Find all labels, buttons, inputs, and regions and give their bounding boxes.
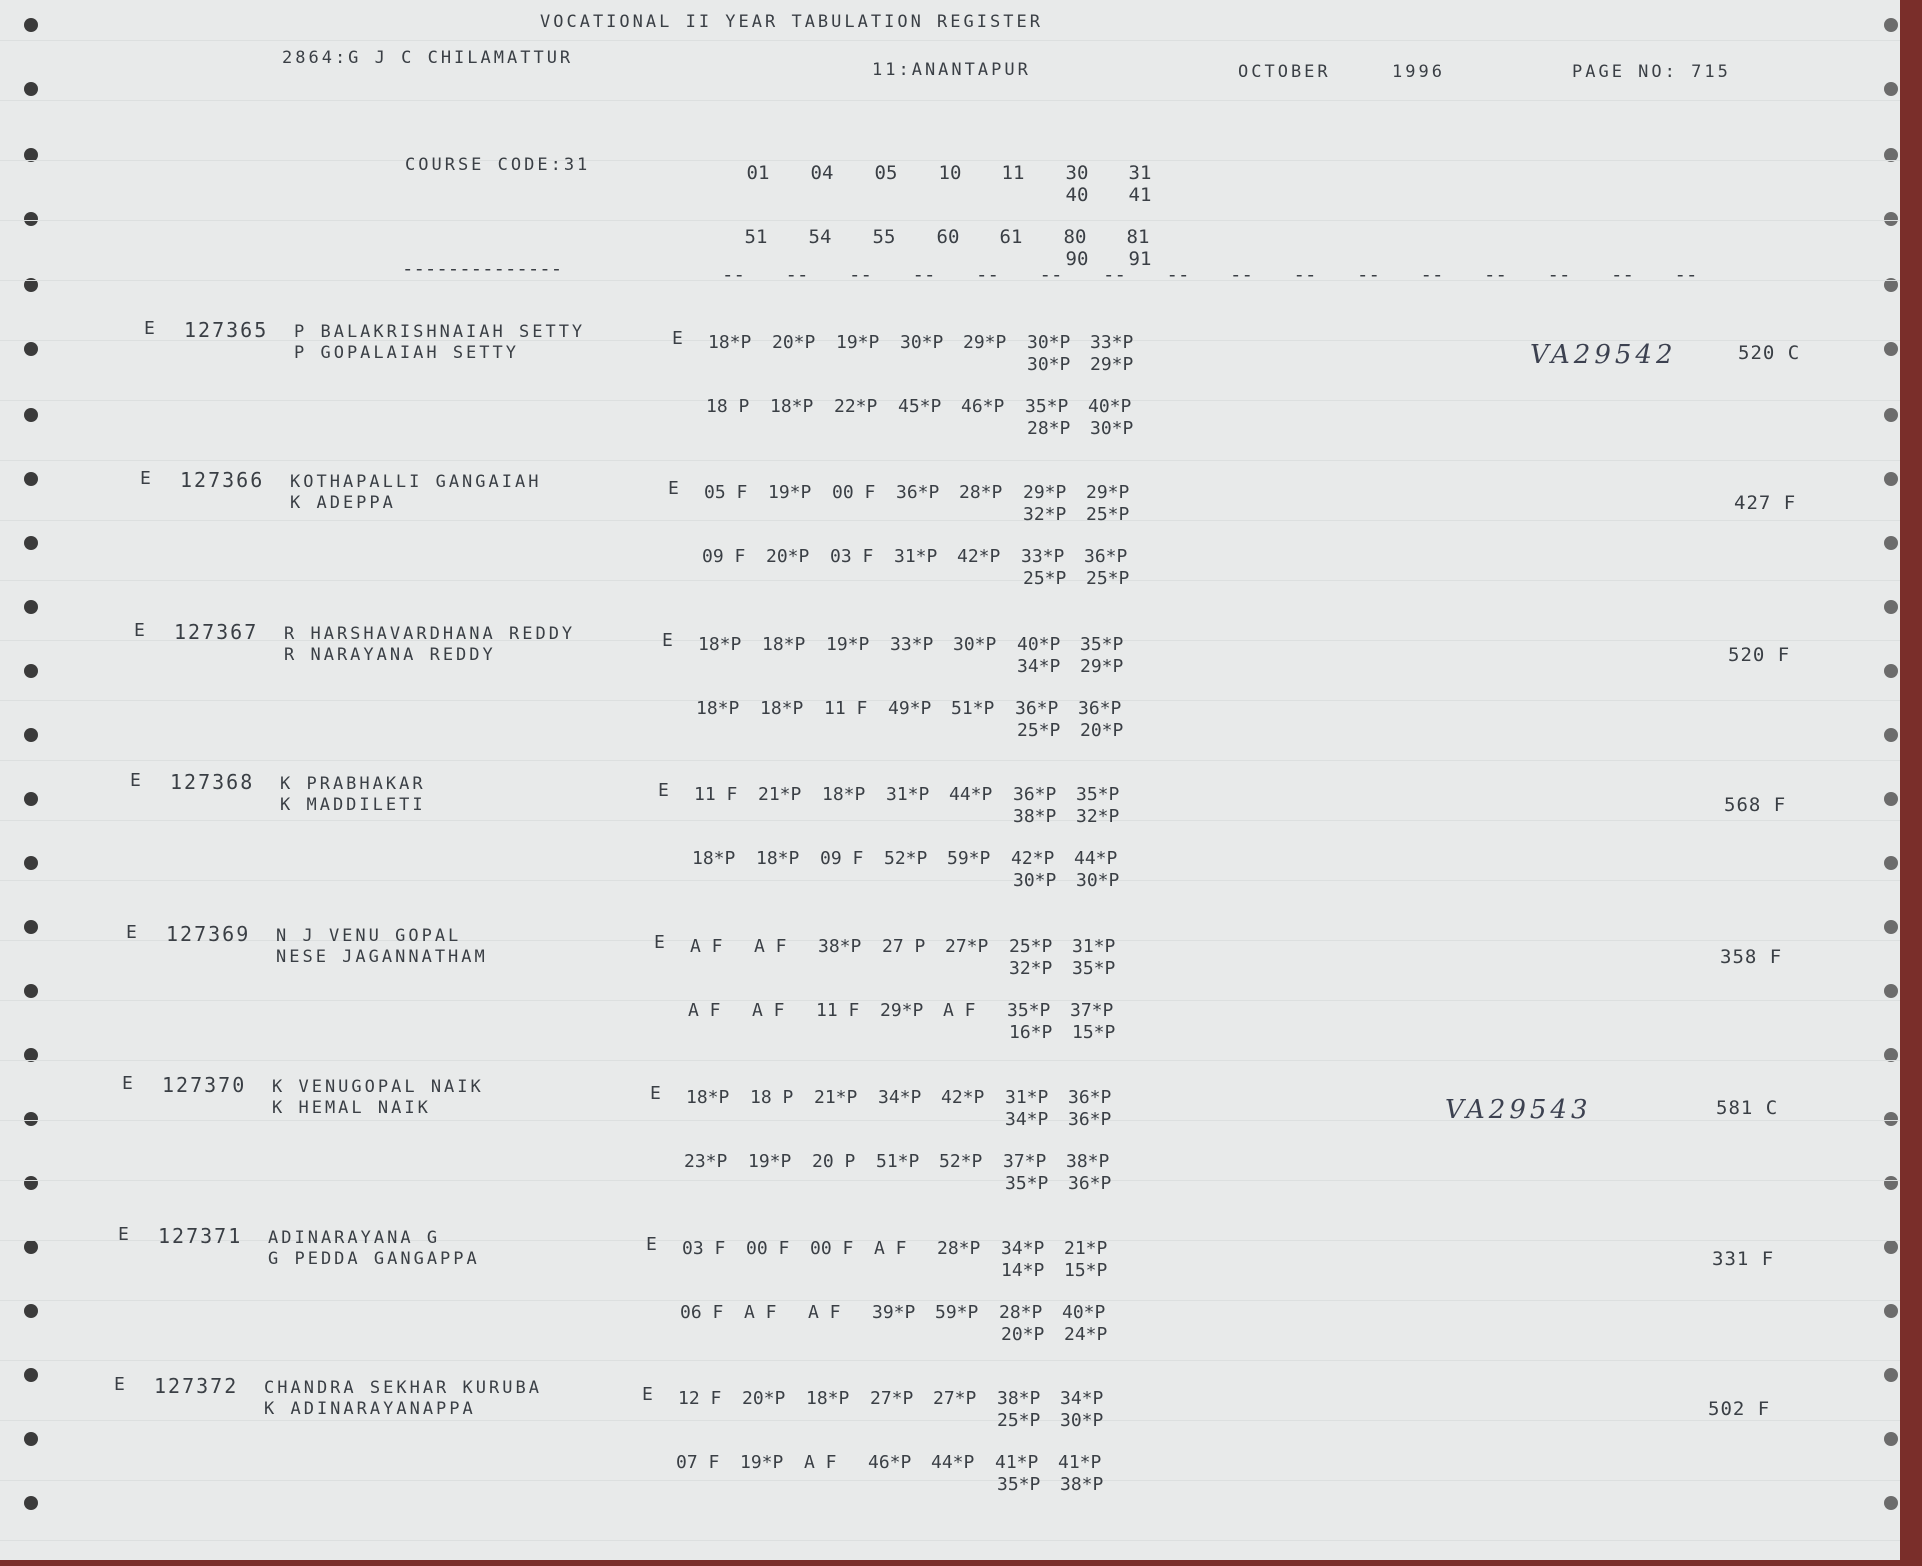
medium-code-marks: E bbox=[646, 1234, 657, 1255]
subject-mark: 32*P bbox=[1076, 806, 1120, 827]
subject-mark: 30*P bbox=[1027, 354, 1071, 375]
page-number: PAGE NO: 715 bbox=[1572, 62, 1731, 82]
subject-mark: 41*P bbox=[1058, 1452, 1102, 1473]
ruling-line bbox=[0, 100, 1900, 101]
subject-mark: A F bbox=[752, 1000, 785, 1021]
subject-mark: 25*P bbox=[1023, 568, 1067, 589]
subject-mark: 29*P bbox=[1086, 482, 1130, 503]
subject-mark: 18*P bbox=[686, 1087, 730, 1108]
subject-mark: 35*P bbox=[997, 1474, 1041, 1495]
total-and-result: 581 C bbox=[1716, 1097, 1779, 1119]
handwritten-memo-number: VA29543 bbox=[1445, 1095, 1592, 1125]
student-name: R HARSHAVARDHANA REDDY bbox=[284, 624, 576, 644]
subject-mark: 00 F bbox=[832, 482, 876, 503]
subject-mark: 05 F bbox=[704, 482, 748, 503]
dash-cell: -- bbox=[912, 264, 936, 286]
subject-mark: 16*P bbox=[1009, 1022, 1053, 1043]
subject-mark: 27*P bbox=[870, 1388, 914, 1409]
subject-mark: 42*P bbox=[957, 546, 1001, 567]
subject-mark: 29*P bbox=[963, 332, 1007, 353]
subject-mark: 19*P bbox=[740, 1452, 784, 1473]
subject-mark: 34*P bbox=[878, 1087, 922, 1108]
hall-ticket-number: 127368 bbox=[170, 770, 255, 794]
tractor-hole bbox=[1884, 82, 1898, 96]
subject-mark: 15*P bbox=[1064, 1260, 1108, 1281]
subject-code: 91 bbox=[1128, 248, 1152, 270]
subject-code: 11 bbox=[1001, 162, 1025, 184]
father-name: K MADDILETI bbox=[280, 795, 426, 815]
subject-mark: 30*P bbox=[1013, 870, 1057, 891]
subject-mark: 29*P bbox=[1023, 482, 1067, 503]
subject-mark: 27*P bbox=[945, 936, 989, 957]
subject-mark: 42*P bbox=[941, 1087, 985, 1108]
subject-mark: 21*P bbox=[758, 784, 802, 805]
hall-ticket-number: 127371 bbox=[158, 1224, 243, 1248]
subject-mark: 31*P bbox=[1072, 936, 1116, 957]
subject-mark: 35*P bbox=[1080, 634, 1124, 655]
subject-mark: 38*P bbox=[1060, 1474, 1104, 1495]
subject-mark: 36*P bbox=[896, 482, 940, 503]
tractor-hole bbox=[24, 664, 38, 678]
subject-mark: 20*P bbox=[1001, 1324, 1045, 1345]
hall-ticket-number: 127366 bbox=[180, 468, 265, 492]
total-and-result: 568 F bbox=[1724, 794, 1787, 816]
subject-mark: 20*P bbox=[1080, 720, 1124, 741]
tractor-hole bbox=[24, 728, 38, 742]
subject-mark: 27*P bbox=[933, 1388, 977, 1409]
subject-mark: 30*P bbox=[1090, 418, 1134, 439]
tractor-hole bbox=[24, 472, 38, 486]
tractor-hole bbox=[24, 1112, 38, 1126]
student-name: N J VENU GOPAL bbox=[276, 926, 462, 946]
subject-mark: 38*P bbox=[1066, 1151, 1110, 1172]
ruling-line bbox=[0, 40, 1900, 41]
dash-label: -------------- bbox=[402, 258, 563, 280]
subject-mark: 15*P bbox=[1072, 1022, 1116, 1043]
father-name: R NARAYANA REDDY bbox=[284, 645, 496, 665]
total-and-result: 427 F bbox=[1734, 492, 1797, 514]
subject-mark: 00 F bbox=[810, 1238, 854, 1259]
hall-ticket-number: 127370 bbox=[162, 1073, 247, 1097]
student-name: ADINARAYANA G bbox=[268, 1228, 441, 1248]
subject-mark: 19*P bbox=[836, 332, 880, 353]
subject-mark: 18*P bbox=[822, 784, 866, 805]
subject-mark: 19*P bbox=[748, 1151, 792, 1172]
subject-mark: 25*P bbox=[1086, 504, 1130, 525]
tractor-hole bbox=[24, 1432, 38, 1446]
subject-code: 04 bbox=[810, 162, 834, 184]
subject-mark: 38*P bbox=[818, 936, 862, 957]
medium-code: E bbox=[130, 770, 141, 791]
subject-mark: 36*P bbox=[1084, 546, 1128, 567]
subject-mark: 18*P bbox=[692, 848, 736, 869]
subject-mark: 31*P bbox=[894, 546, 938, 567]
subject-mark: 40*P bbox=[1017, 634, 1061, 655]
subject-code: 10 bbox=[938, 162, 962, 184]
subject-mark: 11 F bbox=[824, 698, 868, 719]
tractor-hole bbox=[24, 984, 38, 998]
subject-mark: 41*P bbox=[995, 1452, 1039, 1473]
hall-ticket-number: 127365 bbox=[184, 318, 269, 342]
subject-mark: 34*P bbox=[1005, 1109, 1049, 1130]
dash-cell: -- bbox=[1230, 264, 1253, 286]
subject-mark: 30*P bbox=[1027, 332, 1071, 353]
tractor-hole bbox=[24, 82, 38, 96]
subject-mark: 36*P bbox=[1068, 1173, 1112, 1194]
subject-mark: 25*P bbox=[997, 1410, 1041, 1431]
subject-mark: 31*P bbox=[886, 784, 930, 805]
subject-mark: 28*P bbox=[1027, 418, 1071, 439]
subject-mark: 25*P bbox=[1017, 720, 1061, 741]
subject-mark: 35*P bbox=[1005, 1173, 1049, 1194]
hall-ticket-number: 127372 bbox=[154, 1374, 239, 1398]
dash-cell: -- bbox=[1357, 264, 1380, 286]
register-title: VOCATIONAL II YEAR TABULATION REGISTER bbox=[540, 12, 1043, 32]
subject-mark: 03 F bbox=[682, 1238, 726, 1259]
student-name: CHANDRA SEKHAR KURUBA bbox=[264, 1378, 542, 1398]
medium-code: E bbox=[126, 922, 137, 943]
subject-mark: 27 P bbox=[882, 936, 926, 957]
dash-cell: -- bbox=[976, 264, 999, 286]
subject-mark: 39*P bbox=[872, 1302, 916, 1323]
subject-mark: 18*P bbox=[760, 698, 804, 719]
father-name: G PEDDA GANGAPPA bbox=[268, 1249, 480, 1269]
subject-mark: 33*P bbox=[890, 634, 934, 655]
subject-mark: 18*P bbox=[762, 634, 806, 655]
medium-code: E bbox=[134, 620, 145, 641]
ruling-line bbox=[0, 220, 1900, 221]
dash-cell: -- bbox=[1103, 264, 1126, 286]
subject-mark: 30*P bbox=[900, 332, 944, 353]
subject-mark: 52*P bbox=[884, 848, 928, 869]
dash-cell: -- bbox=[1293, 264, 1317, 286]
subject-mark: 20*P bbox=[772, 332, 816, 353]
subject-mark: 37*P bbox=[1070, 1000, 1114, 1021]
subject-mark: 31*P bbox=[1005, 1087, 1049, 1108]
subject-mark: 25*P bbox=[1009, 936, 1053, 957]
subject-mark: 12 F bbox=[678, 1388, 722, 1409]
total-and-result: 520 C bbox=[1738, 342, 1801, 364]
handwritten-memo-number: VA29542 bbox=[1530, 340, 1677, 370]
college-name: 2864:G J C CHILAMATTUR bbox=[282, 48, 574, 68]
subject-mark: 37*P bbox=[1003, 1151, 1047, 1172]
subject-mark: 40*P bbox=[1062, 1302, 1106, 1323]
subject-mark: 33*P bbox=[1021, 546, 1065, 567]
ruling-line bbox=[0, 1540, 1900, 1541]
hall-ticket-number: 127367 bbox=[174, 620, 259, 644]
subject-mark: 30*P bbox=[1060, 1410, 1104, 1431]
subject-mark: 14*P bbox=[1001, 1260, 1045, 1281]
subject-mark: 34*P bbox=[1017, 656, 1061, 677]
subject-mark: 35*P bbox=[1025, 396, 1069, 417]
subject-mark: 46*P bbox=[868, 1452, 912, 1473]
subject-mark: 18 P bbox=[706, 396, 750, 417]
subject-code: 30 bbox=[1065, 162, 1089, 184]
subject-mark: 00 F bbox=[746, 1238, 790, 1259]
subject-mark: A F bbox=[754, 936, 787, 957]
tractor-hole bbox=[1884, 18, 1898, 32]
tractor-hole bbox=[24, 342, 38, 356]
student-name: K VENUGOPAL NAIK bbox=[272, 1077, 484, 1097]
student-name: K PRABHAKAR bbox=[280, 774, 426, 794]
exam-month: OCTOBER bbox=[1238, 62, 1331, 82]
exam-year: 1996 bbox=[1392, 62, 1445, 82]
subject-mark: 38*P bbox=[997, 1388, 1041, 1409]
subject-code: 41 bbox=[1128, 184, 1152, 206]
total-and-result: 358 F bbox=[1720, 946, 1783, 968]
subject-mark: 49*P bbox=[888, 698, 932, 719]
subject-mark: 11 F bbox=[816, 1000, 860, 1021]
course-code: COURSE CODE:31 bbox=[405, 155, 591, 175]
subject-mark: 18*P bbox=[698, 634, 742, 655]
subject-mark: 29*P bbox=[1080, 656, 1124, 677]
subject-mark: 21*P bbox=[1064, 1238, 1108, 1259]
dash-cell: -- bbox=[1611, 264, 1634, 286]
subject-mark: 09 F bbox=[702, 546, 746, 567]
father-name: K ADEPPA bbox=[290, 493, 396, 513]
subject-mark: 35*P bbox=[1007, 1000, 1051, 1021]
tractor-hole bbox=[24, 600, 38, 614]
tractor-hole bbox=[24, 212, 38, 226]
subject-mark: 59*P bbox=[935, 1302, 979, 1323]
medium-code-marks: E bbox=[654, 932, 665, 953]
subject-code: 31 bbox=[1128, 162, 1152, 184]
subject-mark: 18*P bbox=[806, 1388, 850, 1409]
subject-mark: A F bbox=[804, 1452, 837, 1473]
subject-mark: 40*P bbox=[1088, 396, 1132, 417]
subject-mark: 21*P bbox=[814, 1087, 858, 1108]
subject-mark: 51*P bbox=[951, 698, 995, 719]
subject-mark: 44*P bbox=[949, 784, 993, 805]
subject-mark: 09 F bbox=[820, 848, 864, 869]
tractor-hole bbox=[24, 408, 38, 422]
tractor-hole bbox=[1884, 212, 1898, 226]
subject-code: 01 bbox=[746, 162, 770, 184]
subject-mark: 25*P bbox=[1086, 568, 1130, 589]
subject-code: 55 bbox=[872, 226, 896, 248]
subject-mark: 36*P bbox=[1015, 698, 1059, 719]
subject-code: 90 bbox=[1065, 248, 1089, 270]
subject-mark: 29*P bbox=[1090, 354, 1134, 375]
tractor-hole bbox=[24, 920, 38, 934]
dash-cell: -- bbox=[722, 264, 745, 286]
dash-cell: -- bbox=[1420, 264, 1444, 286]
subject-mark: 28*P bbox=[937, 1238, 981, 1259]
dash-cell: -- bbox=[1547, 264, 1571, 286]
subject-mark: 36*P bbox=[1068, 1087, 1112, 1108]
subject-mark: 30*P bbox=[1076, 870, 1120, 891]
medium-code: E bbox=[122, 1073, 133, 1094]
subject-code: 40 bbox=[1065, 184, 1089, 206]
subject-mark: A F bbox=[808, 1302, 841, 1323]
subject-code: 60 bbox=[936, 226, 960, 248]
subject-code: 05 bbox=[874, 162, 898, 184]
subject-mark: 18*P bbox=[696, 698, 740, 719]
subject-mark: 20*P bbox=[766, 546, 810, 567]
total-and-result: 502 F bbox=[1708, 1398, 1771, 1420]
ruling-line bbox=[0, 160, 1900, 161]
subject-mark: A F bbox=[690, 936, 723, 957]
tractor-hole bbox=[24, 536, 38, 550]
medium-code-marks: E bbox=[658, 780, 669, 801]
district-name: 11:ANANTAPUR bbox=[872, 60, 1031, 80]
dash-cell: -- bbox=[785, 264, 809, 286]
tractor-hole bbox=[24, 18, 38, 32]
subject-mark: 28*P bbox=[959, 482, 1003, 503]
hall-ticket-number: 127369 bbox=[166, 922, 251, 946]
father-name: K HEMAL NAIK bbox=[272, 1098, 431, 1118]
subject-mark: 06 F bbox=[680, 1302, 724, 1323]
medium-code-marks: E bbox=[672, 328, 683, 349]
tractor-hole bbox=[24, 1240, 38, 1254]
subject-mark: 34*P bbox=[1060, 1388, 1104, 1409]
subject-mark: A F bbox=[744, 1302, 777, 1323]
subject-mark: 18*P bbox=[708, 332, 752, 353]
subject-mark: 35*P bbox=[1076, 784, 1120, 805]
subject-mark: 32*P bbox=[1023, 504, 1067, 525]
subject-mark: 19*P bbox=[768, 482, 812, 503]
father-name: P GOPALAIAH SETTY bbox=[294, 343, 519, 363]
subject-mark: 45*P bbox=[898, 396, 942, 417]
total-and-result: 331 F bbox=[1712, 1248, 1775, 1270]
subject-mark: 33*P bbox=[1090, 332, 1134, 353]
subject-mark: 20 P bbox=[812, 1151, 856, 1172]
subject-mark: 19*P bbox=[826, 634, 870, 655]
father-name: NESE JAGANNATHAM bbox=[276, 947, 488, 967]
subject-mark: 59*P bbox=[947, 848, 991, 869]
subject-mark: 52*P bbox=[939, 1151, 983, 1172]
subject-mark: 11 F bbox=[694, 784, 738, 805]
subject-code: 51 bbox=[744, 226, 768, 248]
subject-mark: 29*P bbox=[880, 1000, 924, 1021]
subject-mark: 24*P bbox=[1064, 1324, 1108, 1345]
subject-mark: 34*P bbox=[1001, 1238, 1045, 1259]
dash-cell: -- bbox=[1039, 264, 1063, 286]
subject-mark: 38*P bbox=[1013, 806, 1057, 827]
subject-mark: 44*P bbox=[931, 1452, 975, 1473]
total-and-result: 520 F bbox=[1728, 644, 1791, 666]
medium-code-marks: E bbox=[668, 478, 679, 499]
subject-mark: A F bbox=[688, 1000, 721, 1021]
dash-cell: -- bbox=[849, 264, 872, 286]
student-name: KOTHAPALLI GANGAIAH bbox=[290, 472, 542, 492]
tractor-hole bbox=[24, 792, 38, 806]
subject-mark: 18 P bbox=[750, 1087, 794, 1108]
tractor-hole bbox=[24, 1496, 38, 1510]
subject-mark: 07 F bbox=[676, 1452, 720, 1473]
medium-code: E bbox=[118, 1224, 129, 1245]
medium-code: E bbox=[144, 318, 155, 339]
subject-mark: 22*P bbox=[834, 396, 878, 417]
subject-mark: 03 F bbox=[830, 546, 874, 567]
subject-mark: A F bbox=[943, 1000, 976, 1021]
dash-cell: -- bbox=[1674, 264, 1698, 286]
subject-mark: 36*P bbox=[1068, 1109, 1112, 1130]
subject-code: 80 bbox=[1063, 226, 1087, 248]
subject-mark: 46*P bbox=[961, 396, 1005, 417]
medium-code-marks: E bbox=[642, 1384, 653, 1405]
subject-mark: 32*P bbox=[1009, 958, 1053, 979]
medium-code-marks: E bbox=[662, 630, 673, 651]
subject-mark: 36*P bbox=[1013, 784, 1057, 805]
subject-mark: 20*P bbox=[742, 1388, 786, 1409]
tractor-hole bbox=[24, 856, 38, 870]
dash-cell: -- bbox=[1484, 264, 1507, 286]
tractor-holes-left bbox=[18, 0, 42, 1560]
subject-mark: 44*P bbox=[1074, 848, 1118, 869]
tractor-hole bbox=[24, 1176, 38, 1190]
subject-mark: 23*P bbox=[684, 1151, 728, 1172]
tractor-hole bbox=[24, 1304, 38, 1318]
subject-mark: 30*P bbox=[953, 634, 997, 655]
medium-code: E bbox=[114, 1374, 125, 1395]
subject-mark: 51*P bbox=[876, 1151, 920, 1172]
subject-code: 54 bbox=[808, 226, 832, 248]
dash-cell: -- bbox=[1166, 264, 1190, 286]
subject-code: 61 bbox=[999, 226, 1023, 248]
subject-mark: A F bbox=[874, 1238, 907, 1259]
tractor-hole bbox=[24, 1368, 38, 1382]
medium-code: E bbox=[140, 468, 151, 489]
subject-mark: 36*P bbox=[1078, 698, 1122, 719]
subject-mark: 35*P bbox=[1072, 958, 1116, 979]
father-name: K ADINARAYANAPPA bbox=[264, 1399, 476, 1419]
student-name: P BALAKRISHNAIAH SETTY bbox=[294, 322, 586, 342]
subject-mark: 18*P bbox=[770, 396, 814, 417]
subject-mark: 28*P bbox=[999, 1302, 1043, 1323]
subject-mark: 42*P bbox=[1011, 848, 1055, 869]
medium-code-marks: E bbox=[650, 1083, 661, 1104]
subject-mark: 18*P bbox=[756, 848, 800, 869]
subject-code: 81 bbox=[1126, 226, 1150, 248]
